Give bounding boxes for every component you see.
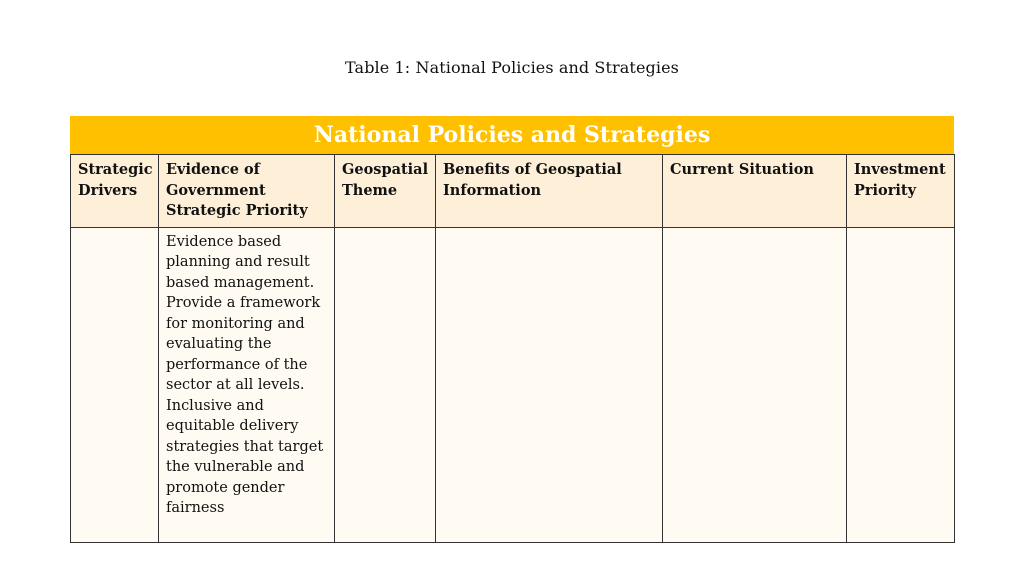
cell-geospatial-theme bbox=[335, 227, 436, 542]
cell-current-situation bbox=[663, 227, 847, 542]
column-header-geospatial-theme: Geospatial Theme bbox=[335, 155, 436, 228]
column-header-benefits: Benefits of Geospatial Information bbox=[436, 155, 663, 228]
policies-grid bbox=[70, 154, 955, 543]
table-banner-title: National Policies and Strategies bbox=[70, 116, 954, 154]
cell-evidence: Evidence based planning and result based management. Provide a framework for monitoring and evaluating the performance of the sector at all levels. Inclusive and equitable delivery strategies that target the vulnerable and promote gender fairness bbox=[159, 227, 335, 542]
table-row bbox=[71, 227, 955, 542]
cell-strategic-drivers bbox=[71, 227, 159, 542]
policies-table bbox=[70, 116, 954, 543]
column-header-investment-priority: Investment Priority bbox=[847, 155, 955, 228]
column-header-strategic-drivers: Strategic Drivers bbox=[71, 155, 159, 228]
table-caption: Table 1: National Policies and Strategies bbox=[345, 58, 679, 77]
column-header-evidence: Evidence of Government Strategic Priority bbox=[159, 155, 335, 228]
column-header-current-situation: Current Situation bbox=[663, 155, 847, 228]
header-row bbox=[71, 155, 955, 228]
cell-benefits bbox=[436, 227, 663, 542]
cell-investment-priority bbox=[847, 227, 955, 542]
